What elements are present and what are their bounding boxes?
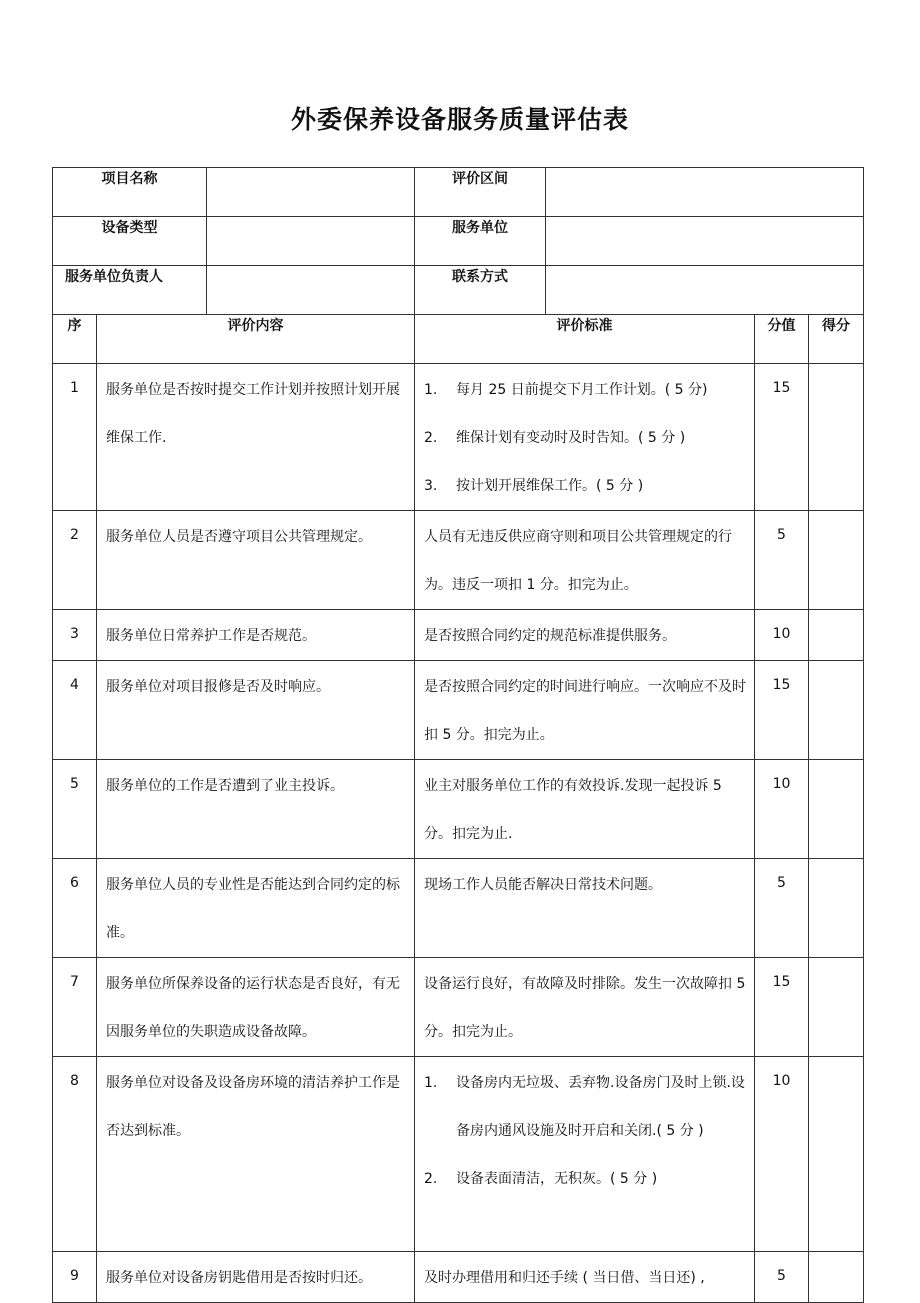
row-standard: 人员有无违反供应商守则和项目公共管理规定的行为。违反一项扣 1 分。扣完为止。 bbox=[415, 511, 755, 610]
standard-item-text: 设备表面清洁，无积灰。( 5 分 ) bbox=[456, 1171, 658, 1187]
standard-item-number: 1. bbox=[424, 382, 438, 398]
info-row-contact bbox=[53, 266, 864, 315]
row-content: 服务单位人员是否遵守项目公共管理规定。 bbox=[97, 511, 415, 610]
row-standard: 现场工作人员能否解决日常技术问题。 bbox=[415, 859, 755, 958]
row-seq: 5 bbox=[53, 760, 97, 859]
row-seq: 3 bbox=[53, 610, 97, 661]
row-score-field[interactable] bbox=[809, 1057, 864, 1252]
table-row bbox=[53, 1057, 864, 1252]
standard-item-text: 设备房内无垃圾、丢弃物.设备房门及时上锁.设备房内通风设施及时开启和关闭.( 5 分 ) bbox=[456, 1075, 745, 1139]
standard-item bbox=[424, 1155, 746, 1203]
equipment-type-field[interactable] bbox=[207, 217, 415, 266]
row-content: 服务单位人员的专业性是否能达到合同约定的标准。 bbox=[97, 859, 415, 958]
service-head-field[interactable] bbox=[207, 266, 415, 315]
row-points: 5 bbox=[755, 1252, 809, 1303]
project-name-label: 项目名称 bbox=[53, 168, 207, 217]
row-points: 15 bbox=[755, 661, 809, 760]
row-score-field[interactable] bbox=[809, 1252, 864, 1303]
column-header-row bbox=[53, 315, 864, 364]
standard-item-number: 1. bbox=[424, 1075, 438, 1091]
table-row bbox=[53, 760, 864, 859]
row-standard bbox=[415, 364, 755, 511]
table-row bbox=[53, 364, 864, 511]
row-points: 10 bbox=[755, 1057, 809, 1252]
row-seq: 1 bbox=[53, 364, 97, 511]
equipment-type-label: 设备类型 bbox=[53, 217, 207, 266]
row-score-field[interactable] bbox=[809, 859, 864, 958]
col-header-score: 得分 bbox=[809, 315, 864, 364]
row-score-field[interactable] bbox=[809, 661, 864, 760]
standard-item-number: 2. bbox=[424, 1171, 438, 1187]
col-header-standard: 评价标准 bbox=[415, 315, 755, 364]
row-score-field[interactable] bbox=[809, 760, 864, 859]
row-seq: 6 bbox=[53, 859, 97, 958]
row-score-field[interactable] bbox=[809, 958, 864, 1057]
contact-field[interactable] bbox=[546, 266, 864, 315]
row-content: 服务单位对设备房钥匙借用是否按时归还。 bbox=[97, 1252, 415, 1303]
evaluation-table bbox=[52, 167, 864, 1303]
eval-period-field[interactable] bbox=[546, 168, 864, 217]
row-score-field[interactable] bbox=[809, 511, 864, 610]
row-seq: 9 bbox=[53, 1252, 97, 1303]
table-row bbox=[53, 958, 864, 1057]
row-points: 5 bbox=[755, 511, 809, 610]
contact-label: 联系方式 bbox=[415, 266, 546, 315]
row-content: 服务单位是否按时提交工作计划并按照计划开展维保工作. bbox=[97, 364, 415, 511]
row-points: 15 bbox=[755, 958, 809, 1057]
row-content: 服务单位对设备及设备房环境的清洁养护工作是否达到标准。 bbox=[97, 1057, 415, 1252]
row-standard: 业主对服务单位工作的有效投诉.发现一起投诉 5 分。扣完为止. bbox=[415, 760, 755, 859]
info-row-equipment bbox=[53, 217, 864, 266]
standard-item-text: 按计划开展维保工作。( 5 分 ) bbox=[456, 478, 644, 494]
row-score-field[interactable] bbox=[809, 610, 864, 661]
row-points: 10 bbox=[755, 760, 809, 859]
row-content: 服务单位对项目报修是否及时响应。 bbox=[97, 661, 415, 760]
table-row bbox=[53, 859, 864, 958]
row-content: 服务单位所保养设备的运行状态是否良好，有无因服务单位的失职造成设备故障。 bbox=[97, 958, 415, 1057]
page-title: 外委保养设备服务质量评估表 bbox=[290, 105, 629, 134]
info-row-project bbox=[53, 168, 864, 217]
row-content: 服务单位日常养护工作是否规范。 bbox=[97, 610, 415, 661]
standard-item-number: 2. bbox=[424, 430, 438, 446]
row-standard: 及时办理借用和归还手续 ( 当日借、当日还) , bbox=[415, 1252, 755, 1303]
service-unit-label: 服务单位 bbox=[415, 217, 546, 266]
standard-item bbox=[424, 1059, 746, 1155]
standard-item-text: 每月 25 日前提交下月工作计划。( 5 分) bbox=[456, 382, 708, 398]
criteria-rows bbox=[53, 364, 864, 1303]
row-standard bbox=[415, 1057, 755, 1252]
table-row bbox=[53, 661, 864, 760]
service-head-label: 服务单位负责人 bbox=[53, 266, 207, 315]
row-standard: 是否按照合同约定的规范标准提供服务。 bbox=[415, 610, 755, 661]
row-standard: 是否按照合同约定的时间进行响应。一次响应不及时扣 5 分。扣完为止。 bbox=[415, 661, 755, 760]
row-seq: 7 bbox=[53, 958, 97, 1057]
col-header-content: 评价内容 bbox=[97, 315, 415, 364]
row-seq: 8 bbox=[53, 1057, 97, 1252]
row-points: 15 bbox=[755, 364, 809, 511]
row-points: 10 bbox=[755, 610, 809, 661]
col-header-points: 分值 bbox=[755, 315, 809, 364]
service-unit-field[interactable] bbox=[546, 217, 864, 266]
col-header-seq: 序 bbox=[53, 315, 97, 364]
table-row bbox=[53, 1252, 864, 1303]
row-content: 服务单位的工作是否遭到了业主投诉。 bbox=[97, 760, 415, 859]
standard-item bbox=[424, 462, 746, 510]
standard-item-text: 维保计划有变动时及时告知。( 5 分 ) bbox=[456, 430, 686, 446]
table-row bbox=[53, 511, 864, 610]
row-seq: 2 bbox=[53, 511, 97, 610]
row-points: 5 bbox=[755, 859, 809, 958]
standard-item bbox=[424, 414, 746, 462]
eval-period-label: 评价区间 bbox=[415, 168, 546, 217]
row-standard: 设备运行良好，有故障及时排除。发生一次故障扣 5 分。扣完为止。 bbox=[415, 958, 755, 1057]
standard-item bbox=[424, 366, 746, 414]
table-row bbox=[53, 610, 864, 661]
standard-item-number: 3. bbox=[424, 478, 438, 494]
project-name-field[interactable] bbox=[207, 168, 415, 217]
row-score-field[interactable] bbox=[809, 364, 864, 511]
row-seq: 4 bbox=[53, 661, 97, 760]
